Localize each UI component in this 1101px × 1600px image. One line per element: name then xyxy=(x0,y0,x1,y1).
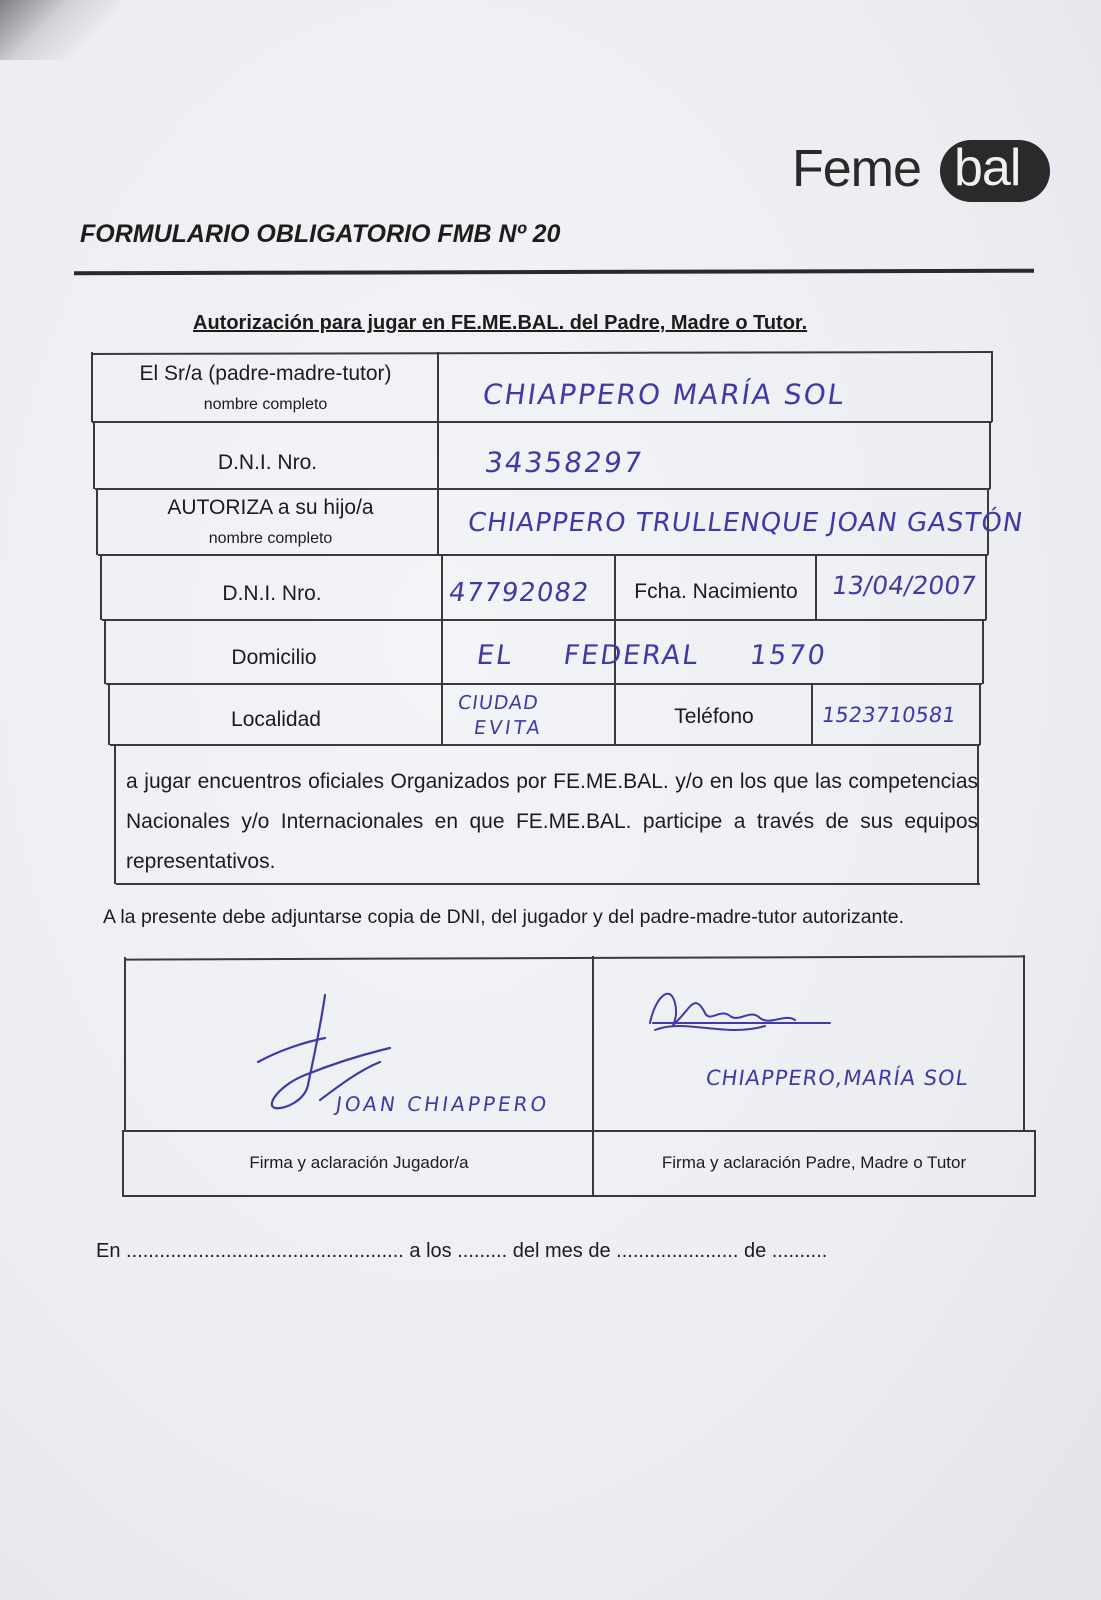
date-line: En .................................................. a los ......... del mes de ...................... de .......... xyxy=(96,1240,828,1262)
parent-dni-value: 34358297 xyxy=(482,446,646,479)
logo-text: Feme xyxy=(792,140,921,198)
femebal-logo xyxy=(792,135,1062,205)
authorization-paragraph: a jugar encuentros oficiales Organizados por FE.ME.BAL. y/o en los que las competencias Nacionales y/o Internacionales en que FE.ME.BAL. participe a través de sus equipos representativos. xyxy=(126,770,978,873)
corner-shadow xyxy=(0,0,120,60)
logo-pill: bal xyxy=(940,140,1050,202)
birthdate-value: 13/04/2007 xyxy=(829,571,979,600)
parent-name-sublabel: nombre completo xyxy=(203,396,328,413)
form-subtitle: Autorización para jugar en FE.ME.BAL. del Padre, Madre o Tutor. xyxy=(193,312,808,334)
phone-label: Teléfono xyxy=(674,705,754,728)
city-value-line1: CIUDAD xyxy=(456,692,541,714)
attachment-note: A la presente debe adjuntarse copia de DNI, del jugador y del padre-madre-tutor autorizante. xyxy=(103,906,905,928)
child-name-label: AUTORIZA a su hijo/a nombre completo xyxy=(98,496,443,548)
player-signature-label: Firma y aclaración Jugador/a xyxy=(249,1153,469,1172)
city-label: Localidad xyxy=(231,708,321,731)
child-dni-label: D.N.I. Nro. xyxy=(222,582,322,605)
parent-signature-label: Firma y aclaración Padre, Madre o Tutor xyxy=(661,1153,967,1172)
child-name-sublabel: nombre completo xyxy=(208,530,333,547)
parent-dni-label: D.N.I. Nro. xyxy=(217,451,318,474)
player-printed-name: JOAN CHIAPPERO xyxy=(334,1092,551,1116)
birthdate-label: Fcha. Nacimiento xyxy=(634,580,798,603)
city-value-line2: EVITA xyxy=(472,717,545,739)
child-dni-value: 47792082 xyxy=(446,578,592,608)
address-label: Domicilio xyxy=(231,646,317,669)
parent-name-label: El Sr/a (padre-madre-tutor) nombre completo xyxy=(93,362,438,414)
parent-printed-name: CHIAPPERO,MARÍA SOL xyxy=(704,1066,970,1090)
parent-signature xyxy=(645,978,835,1058)
parent-name-value: CHIAPPERO MARÍA SOL xyxy=(480,378,848,411)
phone-value: 1523710581 xyxy=(820,703,958,727)
address-value: EL FEDERAL 1570 xyxy=(474,640,829,671)
child-name-value: CHIAPPERO TRULLENQUE JOAN GASTÓN xyxy=(465,508,1026,538)
form-title: FORMULARIO OBLIGATORIO FMB Nº 20 xyxy=(80,220,561,248)
